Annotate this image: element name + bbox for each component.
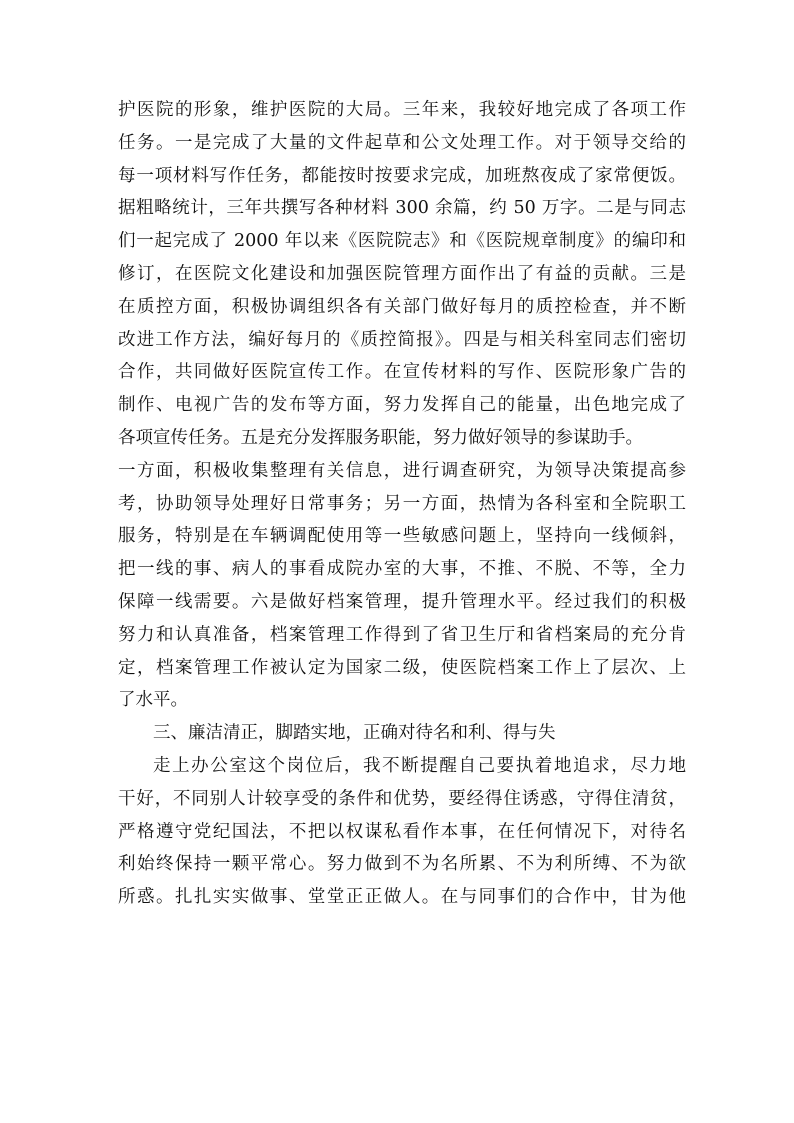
paragraph-line: 干好，不同别人计较享受的条件和优势，要经得住诱惑，守得住清贫， xyxy=(118,788,686,809)
paragraph-line: 所惑。扎扎实实做事、堂堂正正做人。在与同事们的合作中，甘为他 xyxy=(118,887,686,908)
paragraph-line: 利始终保持一颗平常心。努力做到不为名所累、不为利所缚、不为欲 xyxy=(118,854,686,875)
section-heading: 三、廉洁清正，脚踏实地，正确对待名和利、得与失 xyxy=(153,723,556,744)
paragraph-line: 服务，特别是在车辆调配使用等一些敏感问题上，坚持向一线倾斜， xyxy=(118,526,686,547)
paragraph-line: 了水平。 xyxy=(118,690,188,711)
paragraph-line: 严格遵守党纪国法，不把以权谋私看作本事，在任何情况下，对待名 xyxy=(118,821,686,842)
paragraph-line: 考，协助领导处理好日常事务；另一方面，热情为各科室和全院职工 xyxy=(118,493,686,514)
paragraph-line: 修订，在医院文化建设和加强医院管理方面作出了有益的贡献。三是 xyxy=(118,263,686,284)
paragraph-line: 努力和认真准备，档案管理工作得到了省卫生厅和省档案局的充分肯 xyxy=(118,624,686,645)
body-text xyxy=(118,94,686,914)
paragraph-line: 改进工作方法，编好每月的《质控简报》。四是与相关科室同志们密切 xyxy=(118,329,686,350)
paragraph-line: 走上办公室这个岗位后，我不断提醒自己要执着地追求，尽力地 xyxy=(153,755,686,776)
paragraph-line: 据粗略统计，三年共撰写各种材料 300 余篇，约 50 万字。二是与同志 xyxy=(118,198,686,219)
paragraph-line: 保障一线需要。六是做好档案管理，提升管理水平。经过我们的积极 xyxy=(118,591,686,612)
paragraph-line: 护医院的形象，维护医院的大局。三年来，我较好地完成了各项工作 xyxy=(118,100,686,120)
paragraph-line: 们一起完成了 2000 年以来《医院院志》和《医院规章制度》的编印和 xyxy=(118,231,686,252)
paragraph-line: 定，档案管理工作被认定为国家二级，使医院档案工作上了层次、上 xyxy=(118,657,686,678)
paragraph-line: 把一线的事、病人的事看成院办室的大事，不推、不脱、不等，全力 xyxy=(118,559,686,580)
paragraph-line: 合作，共同做好医院宣传工作。在宣传材料的写作、医院形象广告的 xyxy=(118,362,686,383)
paragraph-line: 任务。一是完成了大量的文件起草和公文处理工作。对于领导交给的 xyxy=(118,132,686,153)
paragraph-line: 各项宣传任务。五是充分发挥服务职能，努力做好领导的参谋助手。 xyxy=(118,427,643,448)
paragraph-line: 制作、电视广告的发布等方面，努力发挥自己的能量，出色地完成了 xyxy=(118,395,686,416)
paragraph-line: 每一项材料写作任务，都能按时按要求完成，加班熬夜成了家常便饭。 xyxy=(118,165,686,186)
paragraph-line: 一方面，积极收集整理有关信息，进行调查研究，为领导决策提高参 xyxy=(118,460,686,481)
paragraph-line: 在质控方面，积极协调组织各有关部门做好每月的质控检查，并不断 xyxy=(118,296,686,317)
